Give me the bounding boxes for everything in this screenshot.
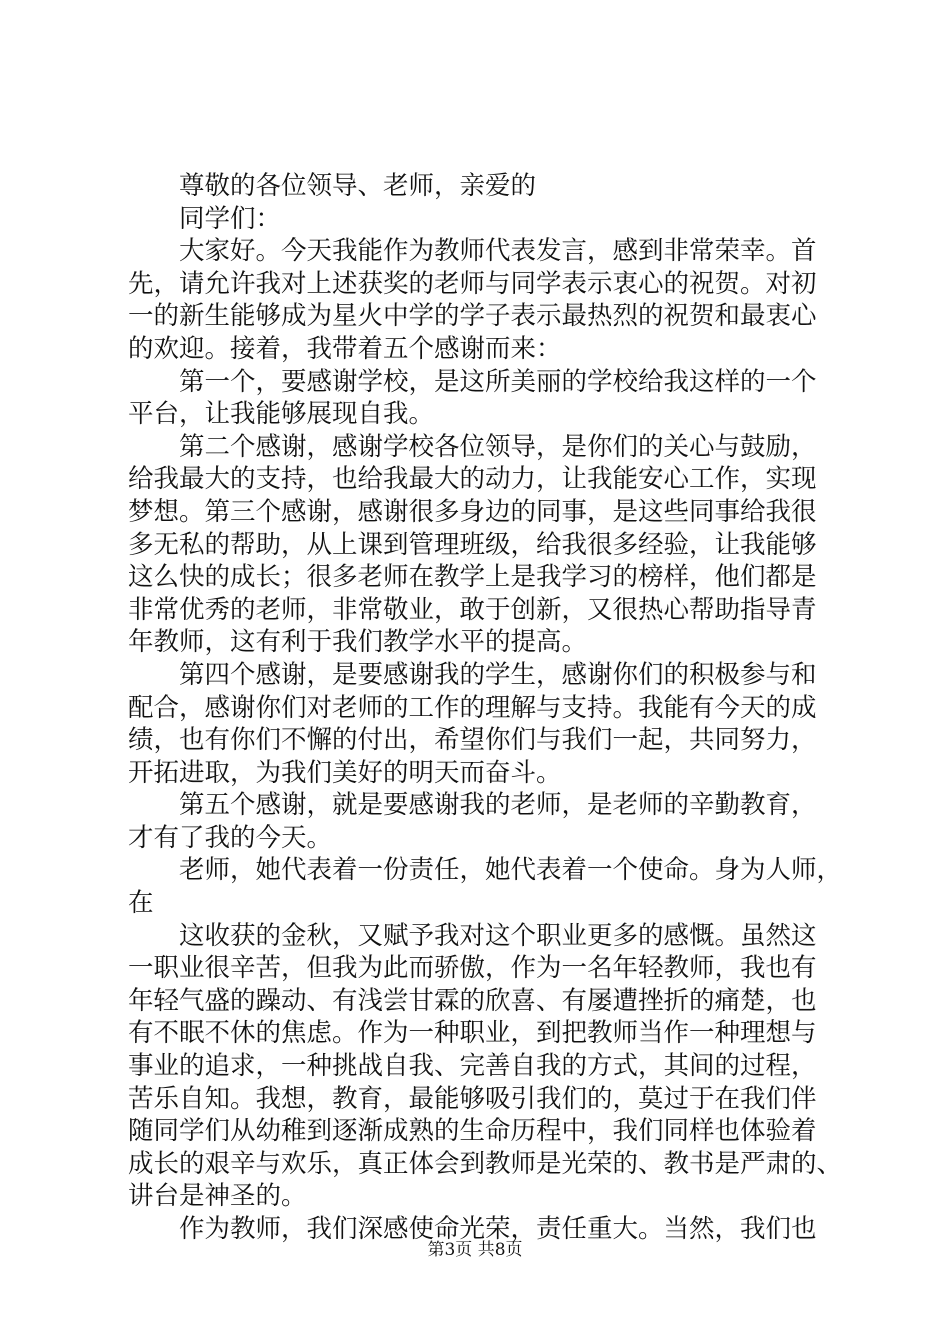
text-line: 作为教师，我们深感使命光荣，责任重大。当然，我们也 (179, 1214, 817, 1244)
text-line: 同学们： (179, 203, 282, 234)
text-line: 苦乐自知。我想，教育，最能够吸引我们的，莫过于在我们伴 (128, 1083, 817, 1114)
text-line: 给我最大的支持，也给我最大的动力，让我能安心工作，实现 (128, 464, 817, 495)
text-line: 绩，也有你们不懈的付出，希望你们与我们一起，共同努力， (128, 725, 817, 756)
text-line: 多无私的帮助，从上课到管理班级，给我很多经验，让我能够 (128, 529, 817, 560)
text-line: 老师，她代表着一份责任，她代表着一个使命。身为人师， (179, 855, 843, 886)
text-line: 成长的艰辛与欢乐，真正体会到教师是光荣的、教书是严肃的、 (128, 1148, 843, 1179)
text-line: 有不眠不休的焦虑。作为一种职业，到把教师当作一种理想与 (128, 1018, 817, 1049)
text-line: 第二个感谢，感谢学校各位领导，是你们的关心与鼓励， (179, 431, 817, 462)
text-line: 年教师，这有利于我们教学水平的提高。 (128, 627, 588, 658)
page-number-footer: 第3页 共8页 (427, 1240, 523, 1260)
text-line: 这收获的金秋，又赋予我对这个职业更多的感慨。虽然这 (179, 920, 817, 951)
text-line: 尊敬的各位领导、老师，亲爱的 (179, 171, 537, 201)
text-line: 这么快的成长；很多老师在教学上是我学习的榜样，他们都是 (128, 562, 817, 593)
text-line: 随同学们从幼稚到逐渐成熟的生命历程中，我们同样也体验着 (128, 1116, 817, 1147)
text-line: 年轻气盛的躁动、有浅尝甘霖的欣喜、有屡遭挫折的痛楚，也 (128, 985, 817, 1016)
text-line: 开拓进取，为我们美好的明天而奋斗。 (128, 757, 562, 788)
text-line: 平台，让我能够展现自我。 (128, 399, 435, 430)
text-line: 非常优秀的老师，非常敬业，敢于创新，又很热心帮助指导青 (128, 594, 817, 625)
text-line: 的欢迎。接着，我带着五个感谢而来： (128, 333, 562, 364)
text-line: 配合，感谢你们对老师的工作的理解与支持。我能有今天的成 (128, 692, 817, 723)
text-line: 大家好。今天我能作为教师代表发言，感到非常荣幸。首 (179, 236, 817, 267)
text-line: 第五个感谢，就是要感谢我的老师，是老师的辛勤教育， (179, 790, 817, 821)
text-line: 在 (128, 888, 154, 919)
text-line: 第一个，要感谢学校，是这所美丽的学校给我这样的一个 (179, 366, 817, 397)
text-line: 才有了我的今天。 (128, 822, 333, 853)
document-body (128, 170, 843, 1246)
text-line: 讲台是神圣的。 (128, 1181, 307, 1212)
text-line: 第四个感谢，是要感谢我的学生，感谢你们的积极参与和 (179, 659, 817, 690)
text-line: 一的新生能够成为星火中学的学子表示最热烈的祝贺和最衷心 (128, 301, 817, 332)
text-line: 梦想。第三个感谢，感谢很多身边的同事，是这些同事给我很 (128, 496, 817, 527)
text-line: 事业的追求，一种挑战自我、完善自我的方式，其间的过程， (128, 1051, 817, 1082)
text-line: 先，请允许我对上述获奖的老师与同学表示衷心的祝贺。对初 (128, 268, 817, 299)
text-line: 一职业很辛苦，但我为此而骄傲，作为一名年轻教师，我也有 (128, 953, 817, 984)
